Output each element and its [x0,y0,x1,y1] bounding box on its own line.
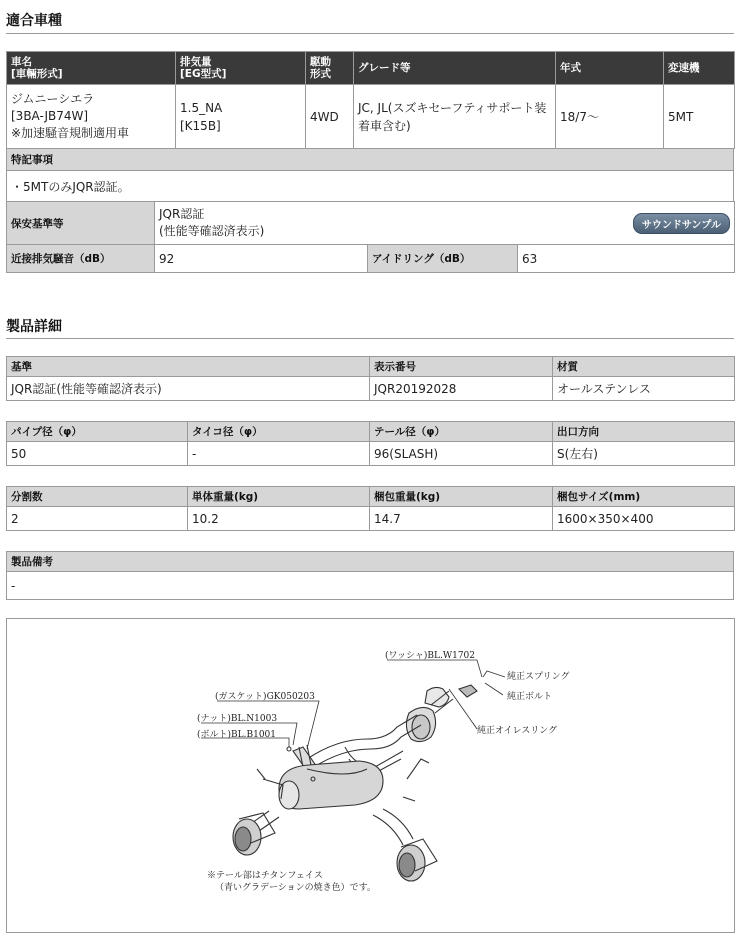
header-grade: グレード等 [354,52,556,85]
model-year: 18/7〜 [556,85,664,149]
division-count-header: 分割数 [7,487,188,507]
car-name: ジムニーシエラ [3BA-JB74W] ※加速騒音規制適用車 [7,85,176,149]
tail-diameter-value: 96(SLASH) [370,442,553,466]
label-washer: (ワッシャ)BL.W1702 [385,651,475,661]
product-section-rule [6,338,734,339]
muffler-diameter-header: タイコ径（φ） [188,422,370,442]
sound-sample-cell [623,202,735,245]
safety-label: 保安基準等 [7,202,155,245]
label-gasket: (ガスケット)GK050203 [215,692,315,702]
label-note-line1: ※テール部はチタンフェイス [207,871,323,881]
standard-value: JQR認証(性能等確認済表示) [7,377,370,401]
label-genuine-spring: 純正スプリング [507,672,570,682]
remarks-value: - [7,572,734,600]
proximity-noise-value: 92 [155,245,368,273]
package-weight-value: 14.7 [370,507,553,531]
displacement: 1.5_NA [K15B] [176,85,306,149]
package-weight-header: 梱包重量(kg) [370,487,553,507]
safety-value: JQR認証 (性能等確認済表示) [155,202,623,245]
grade: JC, JL(スズキセーフティサポート装着車含む) [354,85,556,149]
material-value: オールステンレス [553,377,735,401]
noise-table [6,244,735,273]
tail-diameter-header: テール径（φ） [370,422,553,442]
label-note-line2: （青いグラデーションの焼き色）です。 [215,883,376,893]
package-size-value: 1600×350×400 [553,507,735,531]
material-header: 材質 [553,357,735,377]
product-section-title: 製品詳細 [6,319,62,335]
standard-header: 基準 [7,357,370,377]
notes-text: ・5MTのみJQR認証。 [7,171,734,202]
spec-table-weight [6,486,735,531]
spec-table-standard [6,356,735,401]
pipe-diameter-value: 50 [7,442,188,466]
package-size-header: 梱包サイズ(mm) [553,487,735,507]
vehicle-section-rule [6,33,734,34]
header-year: 年式 [556,52,664,85]
vehicle-section-title: 適合車種 [6,13,62,29]
unit-weight-value: 10.2 [188,507,370,531]
idle-noise-label: アイドリング（dB） [368,245,518,273]
muffler-diameter-value: - [188,442,370,466]
exhaust-diagram-illustration [7,619,734,932]
idle-noise-value: 63 [518,245,735,273]
header-car-name: 車名 [車輛形式] [7,52,176,85]
display-number-header: 表示番号 [370,357,553,377]
spec-table-remarks [6,551,734,600]
drive-type: 4WD [306,85,354,149]
spec-table-pipe [6,421,735,466]
exit-direction-header: 出口方向 [553,422,735,442]
exit-direction-value: S(左右) [553,442,735,466]
sound-sample-button[interactable]: サウンドサンプル [633,213,730,234]
label-nut: (ナット)BL.N1003 [197,714,278,724]
proximity-noise-label: 近接排気騒音（dB） [7,245,155,273]
header-drive: 駆動 形式 [306,52,354,85]
label-bolt: (ボルト)BL.B1001 [197,730,276,740]
label-oil-ring: 純正オイレスリング [477,726,558,736]
label-genuine-bolt: 純正ボルト [507,692,553,702]
pipe-diameter-header: パイプ径（φ） [7,422,188,442]
vehicle-table [6,51,735,149]
unit-weight-header: 単体重量(kg) [188,487,370,507]
exhaust-diagram [6,618,735,933]
notes-table [6,148,734,202]
notes-label: 特記事項 [7,149,734,171]
transmission: 5MT [664,85,735,149]
division-count-value: 2 [7,507,188,531]
header-transmission: 変速機 [664,52,735,85]
safety-table [6,201,735,245]
remarks-header: 製品備考 [7,552,734,572]
display-number-value: JQR20192028 [370,377,553,401]
header-displacement: 排気量 [EG型式] [176,52,306,85]
